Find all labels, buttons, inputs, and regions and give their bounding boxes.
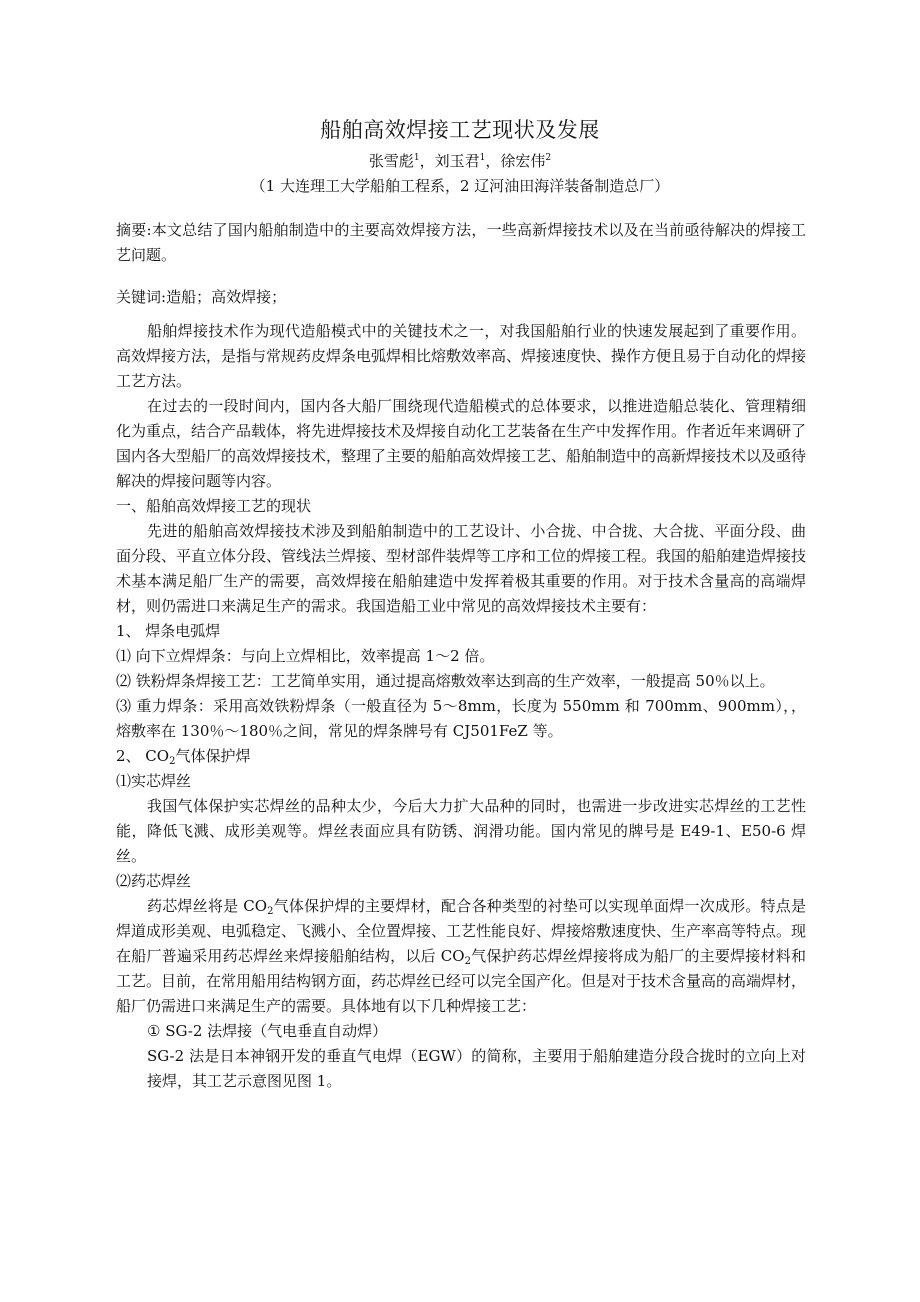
author-list — [0, 150, 920, 171]
paper-title: 船舶高效焊接工艺现状及发展 — [320, 118, 600, 142]
heading-text: 2、 CO — [116, 747, 170, 765]
text-run: 气体保护焊的主要焊材，配合各种类型的衬垫可以实现单面焊一次成形。特点是焊道成形美观、电弧稳定、飞溅小、全位置焊接、工艺性能良好、焊接熔敷速度快、生产率高等特点。现在船厂普遍采用药芯焊丝来焊接船舶结构，以后 CO — [116, 897, 807, 965]
list-item: ① SG-2 法焊接（气电垂直自动焊） — [147, 1022, 388, 1040]
list-item: ⑶ 重力焊条：采用高效铁粉焊条（一般直径为 5～8mm，长度为 550mm 和 700mm、900mm），，熔敷率在 130％～180％之间，常见的焊条牌号有 CJ501FeZ 等。 — [116, 697, 806, 740]
keywords — [116, 285, 806, 310]
list-item: ⑵ 铁粉焊条焊接工艺：工艺简单实用，通过提高熔敷效率达到高的生产效率，一般提高 50％以上。 — [116, 672, 775, 690]
abstract — [116, 218, 806, 268]
author-separator: ， — [419, 152, 435, 170]
affiliation: （1 大连理工大学船舶工程系，2 辽河油田海洋装备制造总厂） — [250, 177, 670, 195]
author-affil-mark: 2 — [545, 153, 552, 163]
abstract-label: 摘要: — [116, 221, 152, 239]
sub-subsection-heading: ⑴实芯焊丝 — [116, 772, 192, 790]
subsection-heading — [116, 744, 806, 769]
abstract-text: 本文总结了国内船舶制造中的主要高效焊接方法，一些高新焊接技术以及在当前亟待解决的焊接工艺问题。 — [116, 221, 806, 264]
text-run: 药芯焊丝将是 CO — [147, 897, 268, 915]
paragraph: 我国气体保护实芯焊丝的品种太少，今后大力扩大品种的同时，也需进一步改进实芯焊丝的工艺性能，降低飞溅、成形美观等。焊丝表面应具有防锈、润滑功能。国内常见的牌号是 E49-1、E50-6 焊丝。 — [116, 797, 806, 865]
author-name: 刘玉君 — [434, 152, 480, 170]
body-text — [116, 319, 806, 1094]
paragraph: 先进的船舶高效焊接技术涉及到船舶制造中的工艺设计、小合拢、中合拢、大合拢、平面分段、曲面分段、平直立体分段、管线法兰焊接、型材部件装焊等工序和工位的焊接工程。我国的船舶建造焊接技术基本满足船厂生产的需要，高效焊接在船舶建造中发挥着极其重要的作用。对于技术含量高的高端焊材，则仍需进口来满足生产的需求。我国造船工业中常见的高效焊接技术主要有： — [116, 522, 807, 615]
list-item: ⑴ 向下立焊焊条：与向上立焊相比，效率提高 1～2 倍。 — [116, 647, 495, 665]
paragraph: 在过去的一段时间内，国内各大船厂围绕现代造船模式的总体要求，以推进造船总装化、管理精细化为重点，结合产品载体，将先进焊接技术及焊接自动化工艺装备在生产中发挥作用。作者近年来调研了国内各大型船厂的高效焊接技术，整理了主要的船舶高效焊接工艺、船舶制造中的高新焊接技术以及亟待解决的焊接问题等内容。 — [116, 397, 807, 490]
text-run: 气保护药芯焊丝焊接将成为船厂的主要焊接材料和工艺。目前，在常用船用结构钢方面，药芯焊丝已经可以完全国产化。但是对于技术含量高的高端焊材，船厂仍需进口来满足生产的需要。具体地有以下几种焊接工艺： — [116, 947, 807, 1015]
heading-text: 气体保护焊 — [175, 747, 251, 765]
subscript: 2 — [169, 756, 176, 767]
paragraph: 船舶焊接技术作为现代造船模式中的关键技术之一，对我国船舶行业的快速发展起到了重要作用。高效焊接方法，是指与常规药皮焊条电弧焊相比熔敷效率高、焊接速度快、操作方便且易于自动化的焊接工艺方法。 — [116, 322, 807, 390]
paragraph — [116, 894, 806, 1019]
subscript: 2 — [267, 906, 274, 917]
keywords-text: 造船；高效焊接； — [166, 288, 287, 306]
section-heading: 一、船舶高效焊接工艺的现状 — [116, 497, 312, 515]
paragraph: SG-2 法是日本神钢开发的垂直气电焊（EGW）的简称，主要用于船舶建造分段合拢时的立向上对接焊，其工艺示意图见图 1。 — [147, 1047, 806, 1090]
author-affil-mark: 1 — [479, 153, 486, 163]
subsection-heading: 1、 焊条电弧焊 — [116, 622, 221, 640]
author-name: 徐宏伟 — [500, 152, 546, 170]
keywords-label: 关键词: — [116, 288, 167, 306]
author-name: 张雪彪 — [368, 152, 414, 170]
author-separator: ， — [485, 152, 501, 170]
author-affil-mark: 1 — [413, 153, 420, 163]
sub-subsection-heading: ⑵药芯焊丝 — [116, 872, 192, 890]
subscript: 2 — [464, 956, 471, 967]
